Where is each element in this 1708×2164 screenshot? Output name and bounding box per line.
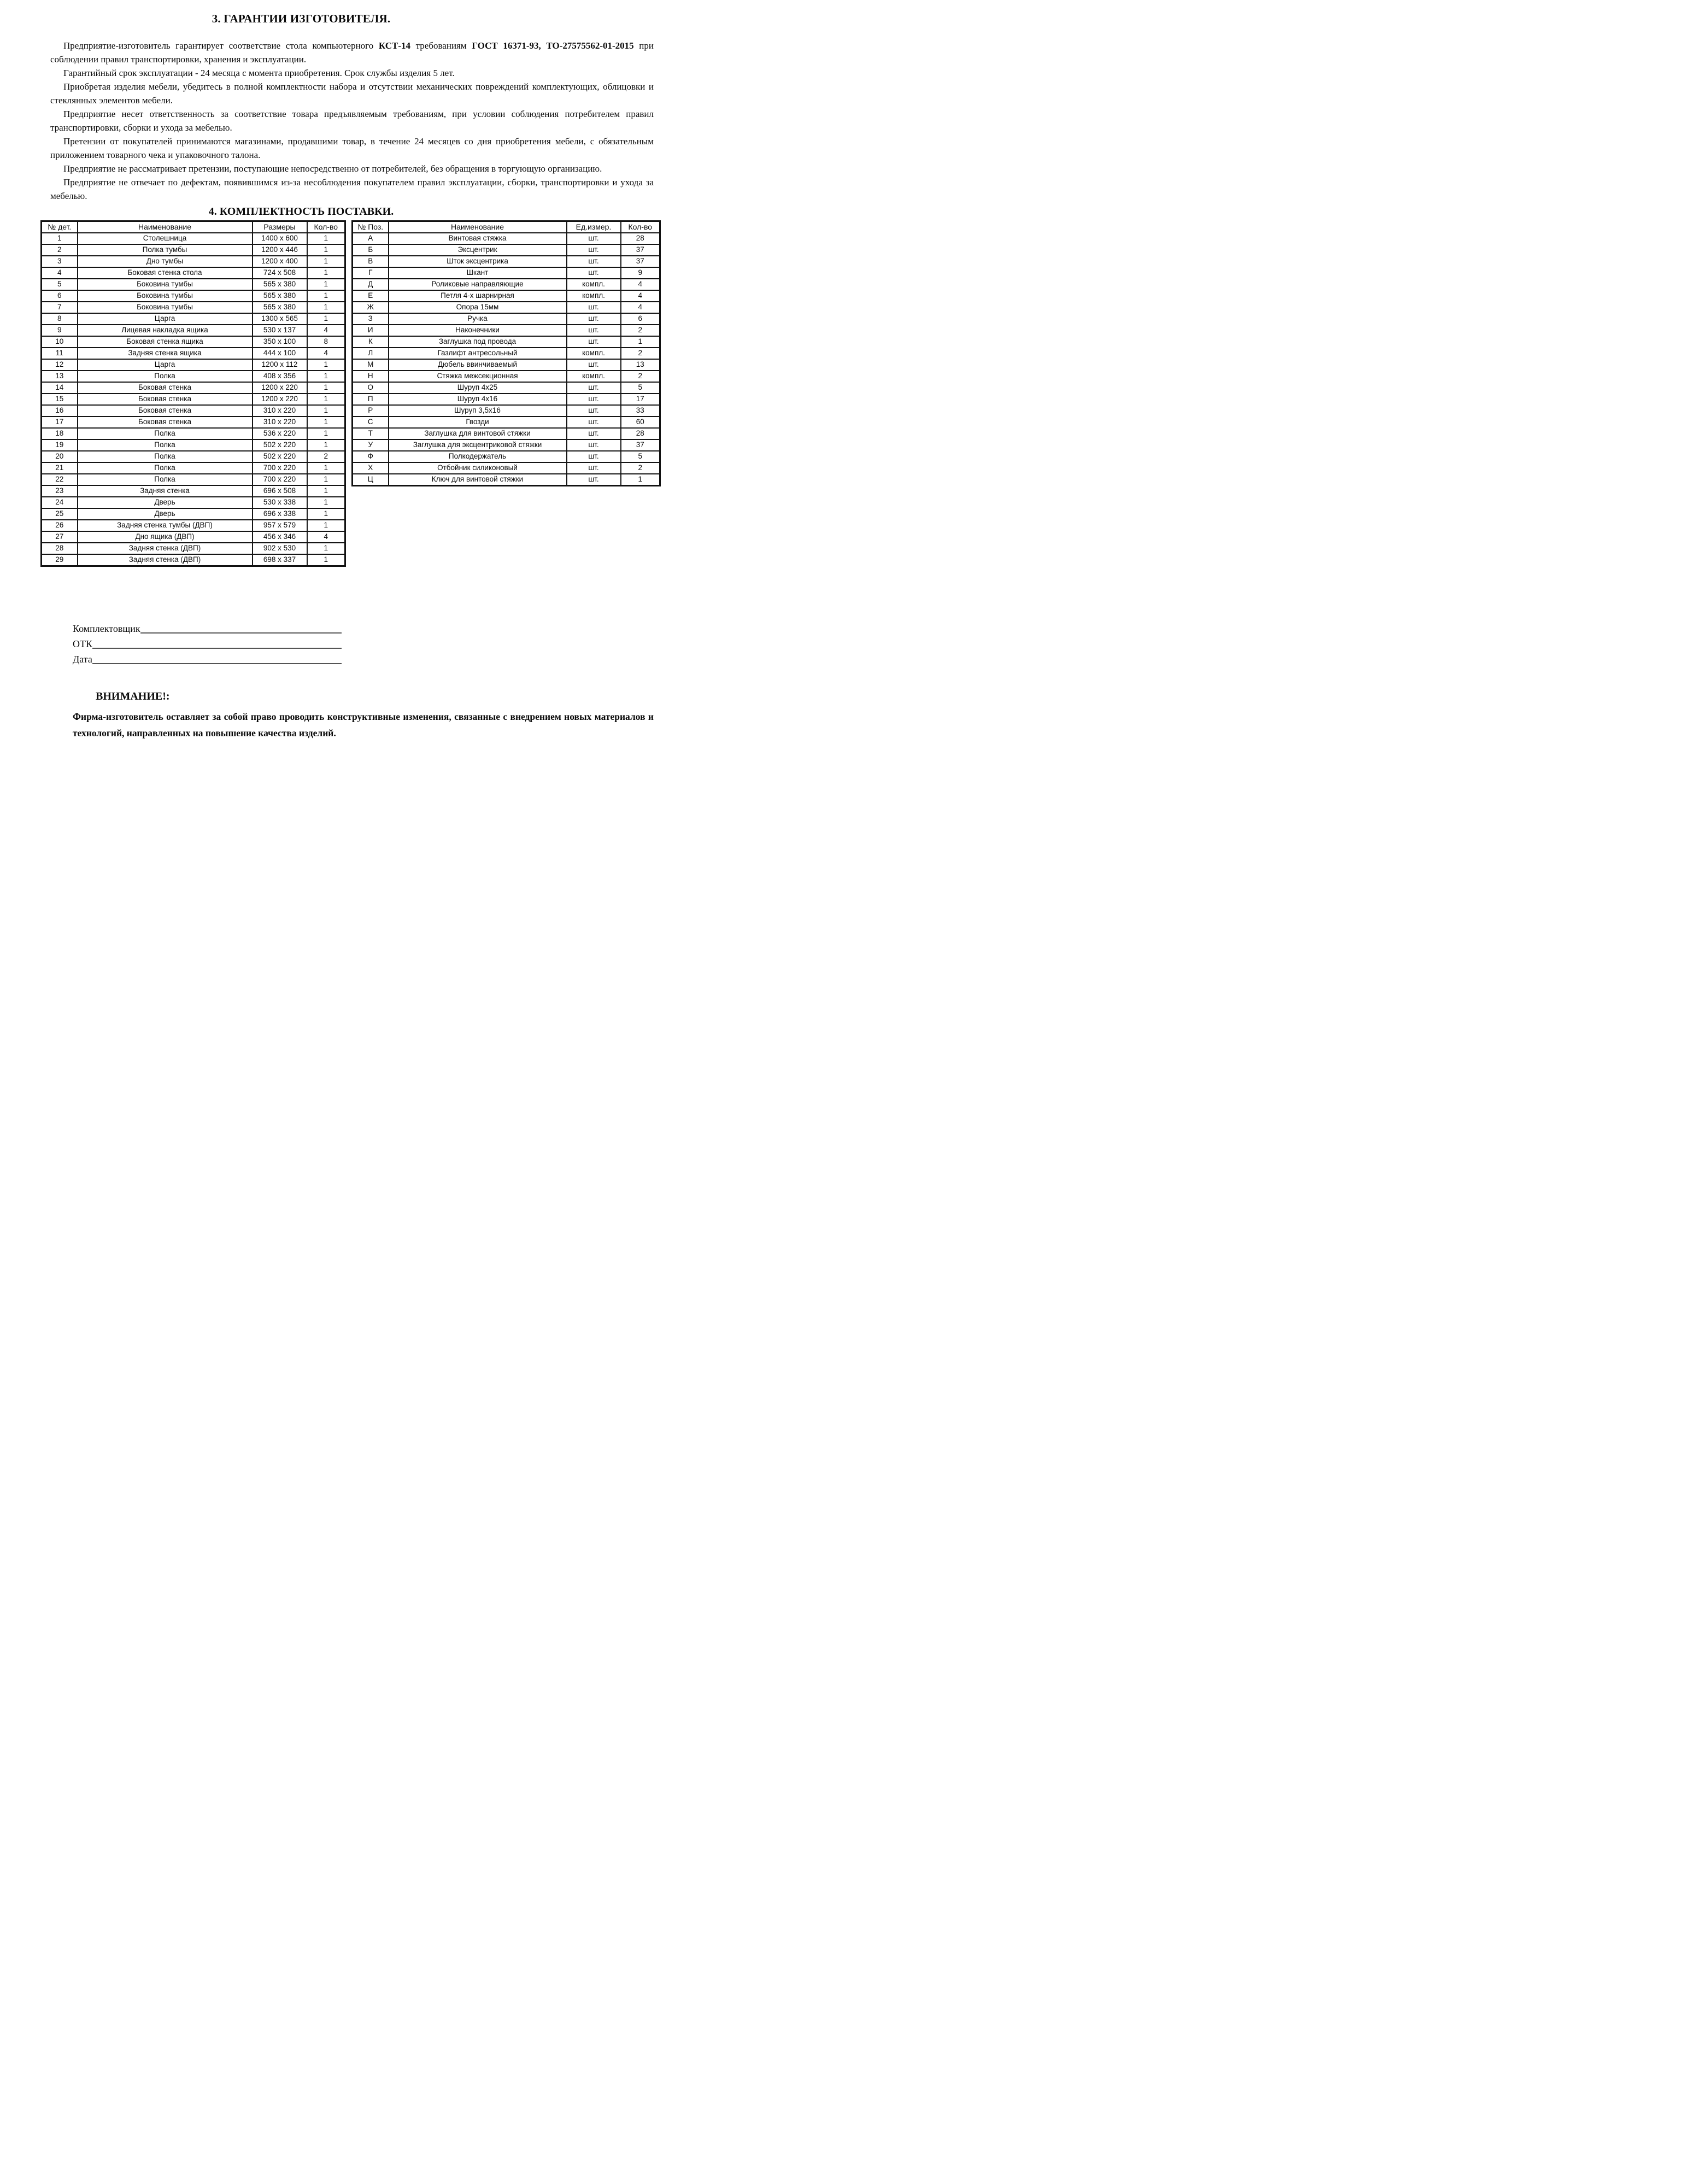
table-cell: П bbox=[353, 394, 389, 405]
table-cell: 700 х 220 bbox=[253, 474, 307, 485]
table-row bbox=[42, 462, 345, 474]
table-cell: 1 bbox=[307, 279, 345, 290]
table-cell: 698 х 337 bbox=[253, 554, 307, 566]
table-cell: 696 х 338 bbox=[253, 508, 307, 520]
column-header: Размеры bbox=[253, 221, 307, 233]
table-cell: Эксцентрик bbox=[389, 244, 567, 256]
table-cell: 502 х 220 bbox=[253, 439, 307, 451]
table-cell: шт. bbox=[567, 244, 621, 256]
table-row bbox=[353, 325, 660, 336]
table-cell: З bbox=[353, 313, 389, 325]
table-cell: Т bbox=[353, 428, 389, 439]
table-cell: 18 bbox=[42, 428, 78, 439]
table-cell: 408 х 356 bbox=[253, 371, 307, 382]
signature-row bbox=[73, 635, 342, 650]
table-cell: Боковая стенка bbox=[78, 405, 253, 417]
table-cell: шт. bbox=[567, 394, 621, 405]
table-cell: Дно ящика (ДВП) bbox=[78, 531, 253, 543]
table-cell: шт. bbox=[567, 451, 621, 462]
table-cell: 1 bbox=[307, 497, 345, 508]
table-row bbox=[353, 428, 660, 439]
table-cell: шт. bbox=[567, 417, 621, 428]
table-cell: 1 bbox=[307, 474, 345, 485]
table-row bbox=[353, 439, 660, 451]
table-cell: 1 bbox=[307, 543, 345, 554]
table-cell: С bbox=[353, 417, 389, 428]
table-cell: 37 bbox=[621, 439, 660, 451]
table-cell: Х bbox=[353, 462, 389, 474]
table-cell: Полка bbox=[78, 428, 253, 439]
table-cell: Боковая стенка bbox=[78, 417, 253, 428]
table-cell: 27 bbox=[42, 531, 78, 543]
table-row bbox=[42, 290, 345, 302]
table-cell: Наконечники bbox=[389, 325, 567, 336]
table-cell: 21 bbox=[42, 462, 78, 474]
table-row bbox=[42, 336, 345, 348]
table-cell: 4 bbox=[307, 531, 345, 543]
column-header: Наименование bbox=[78, 221, 253, 233]
table-cell: 1 bbox=[307, 520, 345, 531]
signature-line bbox=[92, 662, 342, 664]
table-cell: компл. bbox=[567, 348, 621, 359]
table-cell: Полка bbox=[78, 462, 253, 474]
table-row bbox=[42, 485, 345, 497]
table-cell: 1 bbox=[307, 313, 345, 325]
table-cell: 1 bbox=[307, 428, 345, 439]
table-cell: 1 bbox=[307, 233, 345, 244]
table-cell: 2 bbox=[621, 348, 660, 359]
document-page bbox=[0, 0, 683, 741]
table-cell: Полка bbox=[78, 439, 253, 451]
column-header: Ед.измер. bbox=[567, 221, 621, 233]
table-cell: 696 х 508 bbox=[253, 485, 307, 497]
table-cell: 16 bbox=[42, 405, 78, 417]
table-cell: 2 bbox=[621, 371, 660, 382]
table-cell: Роликовые направляющие bbox=[389, 279, 567, 290]
table-cell: 14 bbox=[42, 382, 78, 394]
table-row bbox=[353, 359, 660, 371]
signature-line bbox=[140, 632, 342, 634]
table-cell: Столешница bbox=[78, 233, 253, 244]
table-cell: шт. bbox=[567, 405, 621, 417]
attention-section bbox=[73, 690, 654, 741]
warranty-paragraph: Приобретая изделия мебели, убедитесь в полной комплектности набора и отсутствии механических повреждений комплектующих, облицовки и стеклянных элементов мебели. bbox=[50, 81, 654, 105]
table-cell: 9 bbox=[42, 325, 78, 336]
header-row bbox=[353, 221, 660, 233]
table-row bbox=[353, 405, 660, 417]
table-cell: 17 bbox=[621, 394, 660, 405]
table-cell: Боковина тумбы bbox=[78, 279, 253, 290]
table-row bbox=[353, 451, 660, 462]
table-cell: Дно тумбы bbox=[78, 256, 253, 267]
table-cell: 565 х 380 bbox=[253, 302, 307, 313]
column-header: Кол-во bbox=[621, 221, 660, 233]
table-cell: 5 bbox=[42, 279, 78, 290]
table-cell: 9 bbox=[621, 267, 660, 279]
table-cell: 29 bbox=[42, 554, 78, 566]
signature-row bbox=[73, 619, 342, 635]
table-row bbox=[42, 371, 345, 382]
table-cell: 1 bbox=[307, 485, 345, 497]
table-cell: шт. bbox=[567, 462, 621, 474]
table-cell: Винтовая стяжка bbox=[389, 233, 567, 244]
table-cell: Е bbox=[353, 290, 389, 302]
table-row bbox=[353, 336, 660, 348]
table-cell: 25 bbox=[42, 508, 78, 520]
table-cell: 2 bbox=[621, 462, 660, 474]
table-cell: А bbox=[353, 233, 389, 244]
table-cell: 565 х 380 bbox=[253, 290, 307, 302]
table-cell: У bbox=[353, 439, 389, 451]
table-cell: 6 bbox=[42, 290, 78, 302]
table-cell: Боковая стенка ящика bbox=[78, 336, 253, 348]
table-cell: 33 bbox=[621, 405, 660, 417]
table-cell: Б bbox=[353, 244, 389, 256]
parts-table bbox=[40, 220, 346, 567]
table-cell: 1200 х 220 bbox=[253, 394, 307, 405]
table-cell: 2 bbox=[42, 244, 78, 256]
table-cell: 24 bbox=[42, 497, 78, 508]
table-cell: 20 bbox=[42, 451, 78, 462]
warranty-paragraph: Претензии от покупателей принимаются магазинами, продавшими товар, в течение 24 месяцев со дня приобретения мебели, с обязательным приложением товарного чека и упаковочного талона. bbox=[50, 136, 654, 160]
table-row bbox=[353, 382, 660, 394]
table-cell: 28 bbox=[42, 543, 78, 554]
table-cell: шт. bbox=[567, 428, 621, 439]
table-cell: 23 bbox=[42, 485, 78, 497]
table-cell: Ф bbox=[353, 451, 389, 462]
table-row bbox=[353, 394, 660, 405]
table-cell: Боковина тумбы bbox=[78, 302, 253, 313]
signature-row bbox=[73, 650, 342, 665]
table-cell: 12 bbox=[42, 359, 78, 371]
signature-line bbox=[92, 647, 342, 649]
table-row bbox=[42, 267, 345, 279]
warranty-paragraph: Предприятие не отвечает по дефектам, появившимся из-за несоблюдения покупателем правил эксплуатации, сборки, транспортировки и ухода за мебелью. bbox=[50, 177, 654, 201]
table-cell: Заглушка под провода bbox=[389, 336, 567, 348]
table-cell: Д bbox=[353, 279, 389, 290]
table-cell: 1 bbox=[307, 244, 345, 256]
table-row bbox=[42, 302, 345, 313]
table-cell: 28 bbox=[621, 233, 660, 244]
table-cell: Полка тумбы bbox=[78, 244, 253, 256]
signature-label: Дата bbox=[73, 654, 92, 665]
table-cell: Полка bbox=[78, 451, 253, 462]
table-cell: 26 bbox=[42, 520, 78, 531]
hardware-table bbox=[351, 220, 661, 486]
table-cell: 4 bbox=[42, 267, 78, 279]
table-cell: 28 bbox=[621, 428, 660, 439]
table-cell: Гвозди bbox=[389, 417, 567, 428]
table-cell: 37 bbox=[621, 244, 660, 256]
table-cell: шт. bbox=[567, 474, 621, 486]
table-row bbox=[42, 233, 345, 244]
table-row bbox=[353, 474, 660, 486]
table-cell: 37 bbox=[621, 256, 660, 267]
table-row bbox=[42, 405, 345, 417]
table-cell: 1 bbox=[307, 371, 345, 382]
table-row bbox=[42, 451, 345, 462]
table-row bbox=[353, 279, 660, 290]
table-cell: 1 bbox=[307, 508, 345, 520]
table-cell: 536 х 220 bbox=[253, 428, 307, 439]
table-cell: 1 bbox=[621, 474, 660, 486]
table-cell: Р bbox=[353, 405, 389, 417]
table-cell: Петля 4-х шарнирная bbox=[389, 290, 567, 302]
table-cell: 13 bbox=[621, 359, 660, 371]
column-header: № дет. bbox=[42, 221, 78, 233]
table-cell: 1 bbox=[307, 405, 345, 417]
attention-title: ВНИМАНИЕ!: bbox=[96, 690, 170, 702]
table-cell: 1200 х 446 bbox=[253, 244, 307, 256]
table-cell: 1 bbox=[307, 554, 345, 566]
table-cell: Стяжка межсекционная bbox=[389, 371, 567, 382]
table-row bbox=[42, 394, 345, 405]
table-cell: В bbox=[353, 256, 389, 267]
table-cell: 724 х 508 bbox=[253, 267, 307, 279]
table-row bbox=[42, 520, 345, 531]
warranty-paragraph: Предприятие несет ответственность за соответствие товара предъявляемым требованиям, при условии соблюдения потребителем правил транспортировки, сборки и ухода за мебелью. bbox=[50, 109, 654, 133]
table-cell: Шуруп 4х16 bbox=[389, 394, 567, 405]
table-cell: Шкант bbox=[389, 267, 567, 279]
table-cell: М bbox=[353, 359, 389, 371]
table-cell: 1 bbox=[307, 359, 345, 371]
table-cell: шт. bbox=[567, 233, 621, 244]
table-cell: 11 bbox=[42, 348, 78, 359]
table-cell: Ключ для винтовой стяжки bbox=[389, 474, 567, 486]
table-row bbox=[353, 233, 660, 244]
column-header: Наименование bbox=[389, 221, 567, 233]
table-cell: О bbox=[353, 382, 389, 394]
table-row bbox=[42, 554, 345, 566]
column-header: Кол-во bbox=[307, 221, 345, 233]
table-row bbox=[42, 279, 345, 290]
table-cell: 957 х 579 bbox=[253, 520, 307, 531]
table-row bbox=[42, 382, 345, 394]
table-cell: Задняя стенка (ДВП) bbox=[78, 543, 253, 554]
table-cell: 2 bbox=[307, 451, 345, 462]
table-cell: шт. bbox=[567, 302, 621, 313]
table-cell: 1 bbox=[307, 462, 345, 474]
table-row bbox=[42, 348, 345, 359]
table-cell: Лицевая накладка ящика bbox=[78, 325, 253, 336]
table-cell: Заглушка для эксцентриковой стяжки bbox=[389, 439, 567, 451]
table-row bbox=[353, 290, 660, 302]
table-cell: Опора 15мм bbox=[389, 302, 567, 313]
table-cell: 310 х 220 bbox=[253, 405, 307, 417]
table-row bbox=[353, 371, 660, 382]
attention-text: Фирма-изготовитель оставляет за собой право проводить конструктивные изменения, связанные с внедрением новых материалов и технологий, направленных на повышение качества изделий. bbox=[73, 711, 654, 738]
table-cell: 4 bbox=[307, 348, 345, 359]
table-cell: 1200 х 220 bbox=[253, 382, 307, 394]
table-row bbox=[42, 531, 345, 543]
table-cell: 1 bbox=[307, 302, 345, 313]
table-cell: Боковая стенка bbox=[78, 394, 253, 405]
header-row bbox=[42, 221, 345, 233]
signature-label: Комплектовщик bbox=[73, 623, 140, 634]
table-cell: 17 bbox=[42, 417, 78, 428]
table-cell: шт. bbox=[567, 256, 621, 267]
table-cell: И bbox=[353, 325, 389, 336]
table-cell: Г bbox=[353, 267, 389, 279]
table-cell: Шток эксцентрика bbox=[389, 256, 567, 267]
table-cell: К bbox=[353, 336, 389, 348]
signature-block bbox=[73, 619, 342, 665]
table-row bbox=[42, 497, 345, 508]
table-cell: 1 bbox=[307, 256, 345, 267]
table-cell: шт. bbox=[567, 313, 621, 325]
table-row bbox=[353, 348, 660, 359]
table-cell: Боковая стенка стола bbox=[78, 267, 253, 279]
table-cell: Задняя стенка тумбы (ДВП) bbox=[78, 520, 253, 531]
table-cell: 902 х 530 bbox=[253, 543, 307, 554]
table-cell: Дверь bbox=[78, 497, 253, 508]
table-cell: шт. bbox=[567, 267, 621, 279]
table-row bbox=[42, 439, 345, 451]
table-cell: компл. bbox=[567, 290, 621, 302]
section3-title: 3. ГАРАНТИИ ИЗГОТОВИТЕЛЯ. bbox=[212, 12, 391, 25]
table-cell: 13 bbox=[42, 371, 78, 382]
table-cell: 2 bbox=[621, 325, 660, 336]
warranty-paragraph: Предприятие не рассматривает претензии, поступающие непосредственно от потребителей, без обращения в торгующую организацию. bbox=[63, 163, 602, 174]
table-cell: Дверь bbox=[78, 508, 253, 520]
table-cell: Н bbox=[353, 371, 389, 382]
delivery-tables bbox=[40, 220, 683, 567]
table-cell: 60 bbox=[621, 417, 660, 428]
table-row bbox=[42, 359, 345, 371]
table-cell: Ц bbox=[353, 474, 389, 486]
table-cell: 1 bbox=[307, 439, 345, 451]
table-cell: Отбойник силиконовый bbox=[389, 462, 567, 474]
section4-title: 4. КОМПЛЕКТНОСТЬ ПОСТАВКИ. bbox=[208, 206, 394, 218]
table-cell: 530 х 338 bbox=[253, 497, 307, 508]
table-cell: 4 bbox=[621, 290, 660, 302]
table-cell: Боковина тумбы bbox=[78, 290, 253, 302]
table-cell: Газлифт антресольный bbox=[389, 348, 567, 359]
table-cell: Боковая стенка bbox=[78, 382, 253, 394]
table-row bbox=[42, 508, 345, 520]
table-row bbox=[353, 313, 660, 325]
table-cell: 8 bbox=[42, 313, 78, 325]
table-cell: 1 bbox=[307, 267, 345, 279]
table-cell: 444 х 100 bbox=[253, 348, 307, 359]
table-row bbox=[42, 244, 345, 256]
table-row bbox=[42, 474, 345, 485]
table-cell: 22 bbox=[42, 474, 78, 485]
table-cell: 1 bbox=[307, 417, 345, 428]
table-cell: компл. bbox=[567, 279, 621, 290]
table-row bbox=[353, 267, 660, 279]
table-row bbox=[42, 417, 345, 428]
table-cell: 1 bbox=[307, 394, 345, 405]
table-cell: 3 bbox=[42, 256, 78, 267]
table-cell: 350 х 100 bbox=[253, 336, 307, 348]
table-cell: 8 bbox=[307, 336, 345, 348]
table-cell: Задняя стенка bbox=[78, 485, 253, 497]
table-cell: 700 х 220 bbox=[253, 462, 307, 474]
table-cell: Ручка bbox=[389, 313, 567, 325]
table-cell: 15 bbox=[42, 394, 78, 405]
table-cell: 19 bbox=[42, 439, 78, 451]
table-row bbox=[42, 325, 345, 336]
table-cell: Царга bbox=[78, 313, 253, 325]
table-cell: 5 bbox=[621, 382, 660, 394]
table-cell: Задняя стенка (ДВП) bbox=[78, 554, 253, 566]
table-cell: компл. bbox=[567, 371, 621, 382]
table-cell: 456 х 346 bbox=[253, 531, 307, 543]
table-cell: 4 bbox=[621, 279, 660, 290]
table-cell: Полка bbox=[78, 371, 253, 382]
table-cell: Полка bbox=[78, 474, 253, 485]
table-row bbox=[42, 256, 345, 267]
table-row bbox=[42, 313, 345, 325]
table-cell: Шуруп 3,5х16 bbox=[389, 405, 567, 417]
table-cell: Л bbox=[353, 348, 389, 359]
table-row bbox=[42, 543, 345, 554]
table-cell: 7 bbox=[42, 302, 78, 313]
table-row bbox=[353, 462, 660, 474]
table-cell: 1200 х 112 bbox=[253, 359, 307, 371]
table-cell: 5 bbox=[621, 451, 660, 462]
table-cell: 10 bbox=[42, 336, 78, 348]
signature-label: ОТК bbox=[73, 638, 92, 649]
table-cell: шт. bbox=[567, 336, 621, 348]
table-cell: Дюбель ввинчиваемый bbox=[389, 359, 567, 371]
table-cell: Задняя стенка ящика bbox=[78, 348, 253, 359]
table-cell: 1 bbox=[307, 290, 345, 302]
column-header: № Поз. bbox=[353, 221, 389, 233]
table-cell: Заглушка для винтовой стяжки bbox=[389, 428, 567, 439]
table-row bbox=[42, 428, 345, 439]
table-cell: Полкодержатель bbox=[389, 451, 567, 462]
table-row bbox=[353, 256, 660, 267]
table-cell: 1 bbox=[307, 382, 345, 394]
warranty-paragraph: Предприятие-изготовитель гарантирует соответствие стола компьютерного КСТ-14 требованиям ГОСТ 16371-93, ТО-27575562-01-2015 при соблюдении правил транспортировки, хранения и эксплуатации. bbox=[50, 40, 654, 64]
table-cell: 310 х 220 bbox=[253, 417, 307, 428]
table-cell: 530 х 137 bbox=[253, 325, 307, 336]
table-cell: 1 bbox=[42, 233, 78, 244]
table-cell: Шуруп 4х25 bbox=[389, 382, 567, 394]
warranty-paragraph: Гарантийный срок эксплуатации - 24 месяца с момента приобретения. Срок службы изделия 5 лет. bbox=[63, 68, 455, 78]
table-row bbox=[353, 417, 660, 428]
table-cell: шт. bbox=[567, 439, 621, 451]
table-cell: Царга bbox=[78, 359, 253, 371]
table-cell: 565 х 380 bbox=[253, 279, 307, 290]
table-cell: Ж bbox=[353, 302, 389, 313]
table-cell: шт. bbox=[567, 325, 621, 336]
warranty-paragraphs bbox=[50, 39, 654, 203]
table-cell: 1 bbox=[621, 336, 660, 348]
table-cell: 6 bbox=[621, 313, 660, 325]
table-cell: шт. bbox=[567, 359, 621, 371]
table-row bbox=[353, 244, 660, 256]
table-cell: 1200 х 400 bbox=[253, 256, 307, 267]
table-cell: 1400 х 600 bbox=[253, 233, 307, 244]
table-cell: 4 bbox=[307, 325, 345, 336]
table-cell: шт. bbox=[567, 382, 621, 394]
table-cell: 1300 х 565 bbox=[253, 313, 307, 325]
table-cell: 4 bbox=[621, 302, 660, 313]
table-row bbox=[353, 302, 660, 313]
table-cell: 502 х 220 bbox=[253, 451, 307, 462]
